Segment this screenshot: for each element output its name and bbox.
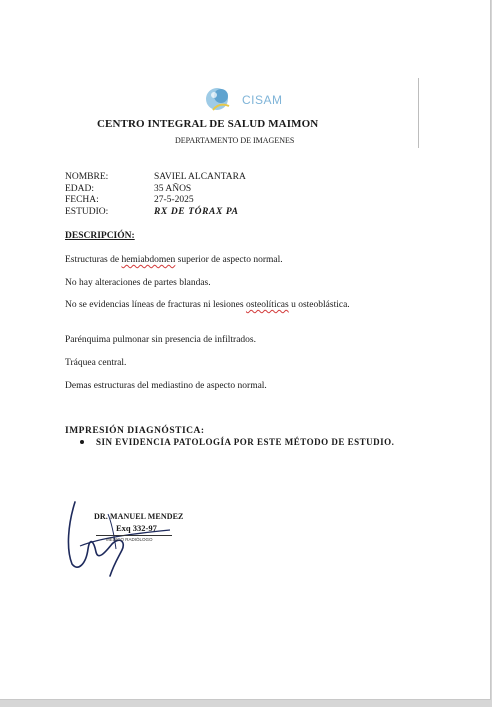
doctor-role: MÉDICO RADIÓLOGO (106, 537, 153, 542)
finding-6: Demas estructuras del mediastino de aspecto normal. (65, 381, 267, 391)
age-value: 35 AÑOS (154, 183, 192, 194)
finding-1-post: superior de aspecto normal. (175, 255, 283, 265)
age-label: EDAD: (65, 183, 95, 194)
name-value: SAVIEL ALCANTARA (154, 172, 246, 182)
finding-3-post: u osteoblástica. (288, 300, 350, 310)
impression-title: IMPRESIÓN DIAGNÓSTICA: (65, 426, 205, 436)
finding-1 (65, 254, 395, 266)
finding-4: Parénquima pulmonar sin presencia de infiltrados. (65, 335, 257, 345)
spell-flag-osteoliticas[interactable]: osteolíticas (245, 300, 289, 310)
description-title: DESCRIPCIÓN: (65, 231, 135, 241)
finding-3-pre: No se evidencias líneas de fracturas ni lesiones (65, 300, 246, 310)
patient-study-row (65, 207, 246, 219)
department-title: DEPARTAMENTO DE IMAGENES (175, 136, 295, 145)
study-value: RX DE TÓRAX PA (154, 206, 239, 217)
impression-text: SIN EVIDENCIA PATOLOGÍA POR ESTE MÉTODO DE ESTUDIO. (96, 437, 395, 447)
patient-name-row (65, 172, 246, 184)
finding-2: No hay alteraciones de partes blandas. (65, 278, 211, 288)
patient-age-row (65, 184, 246, 196)
doctor-name: DR. MANUEL MENDEZ (94, 512, 184, 521)
org-title: CENTRO INTEGRAL DE SALUD MAIMON (97, 118, 319, 130)
patient-date-row (65, 195, 246, 207)
date-label: FECHA: (65, 195, 99, 205)
impression-item (80, 437, 394, 447)
finding-3 (65, 299, 395, 311)
doctor-exequatur: Exq 332-97 (116, 523, 157, 533)
logo-text: CISAM (242, 93, 283, 107)
study-label: ESTUDIO: (65, 206, 109, 217)
finding-1-pre: Estructuras de (65, 255, 122, 265)
spell-flag-hemiabdomen[interactable]: hemiabdomen (121, 255, 176, 265)
name-label: NOMBRE: (65, 172, 109, 182)
bullet-icon (80, 440, 84, 444)
finding-5: Tráquea central. (65, 358, 127, 368)
patient-info (65, 172, 246, 218)
signature-line (96, 535, 172, 536)
date-value: 27-5-2025 (154, 195, 194, 205)
margin-rule (418, 78, 419, 148)
